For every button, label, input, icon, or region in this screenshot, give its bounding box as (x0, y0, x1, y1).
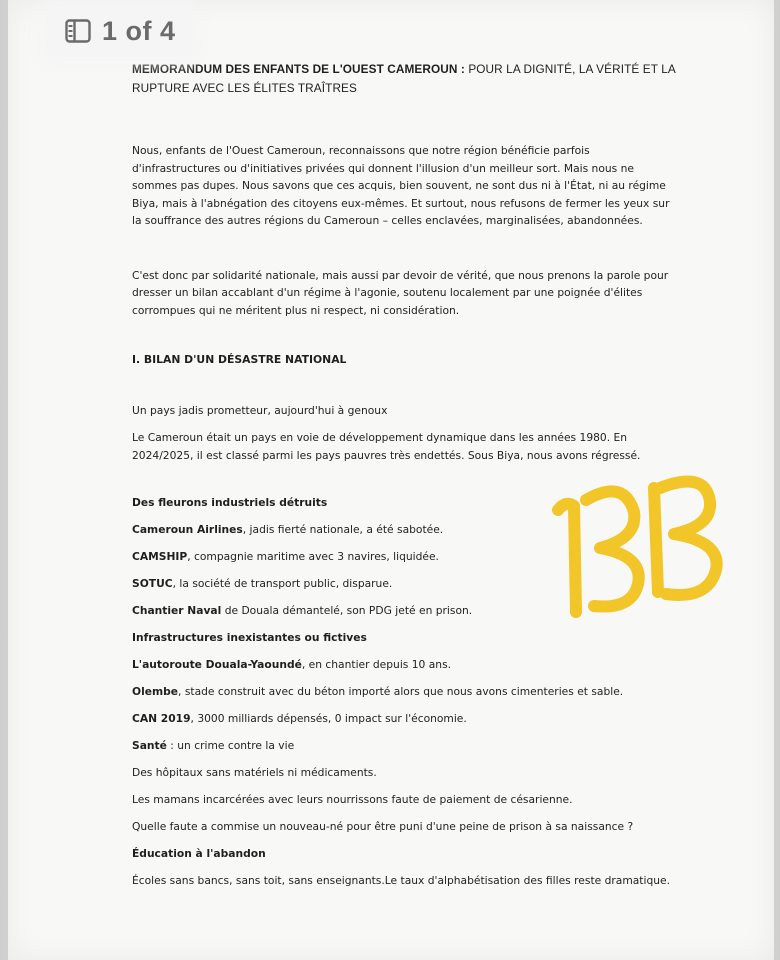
title-bold: MEMORANDUM DES ENFANTS DE L'OUEST CAMEROUN : (132, 62, 465, 76)
handwritten-bb-mark (546, 460, 736, 620)
list-item: CAMSHIP, compagnie maritime avec 3 navires, liquidée. (132, 550, 439, 563)
list-item: L'autoroute Douala-Yaoundé, en chantier depuis 10 ans. (132, 658, 452, 671)
document-page (8, 0, 774, 960)
page-counter-label: 1 of 4 (102, 15, 176, 46)
block-title-health: Santé : un crime contre la vie (132, 739, 295, 752)
list-item: Chantier Naval de Douala démantelé, son PDG jeté en prison. (132, 604, 473, 617)
list-item: Cameroun Airlines, jadis fierté nationale, a été sabotée. (132, 523, 444, 536)
document-title (132, 60, 677, 98)
block-title-industry: Des fleurons industriels détruits (132, 496, 328, 509)
title-rest: POUR LA DIGNITÉ, LA VÉRITÉ ET LA RUPTURE AVEC LES ÉLITES TRAÎTRES (132, 62, 676, 95)
block-title-education: Éducation à l'abandon (132, 847, 266, 860)
list-item: Olembe, stade construit avec du béton importé alors que nous avons cimenteries et sable. (132, 685, 624, 698)
block-title-infrastructure: Infrastructures inexistantes ou fictives (132, 631, 367, 644)
page-counter[interactable] (46, 6, 192, 56)
list-item: Quelle faute a commise un nouveau-né pour être puni d'une peine de prison à sa naissance ? (132, 820, 634, 833)
list-item: SOTUC, la société de transport public, disparue. (132, 577, 393, 590)
subtitle: Un pays jadis prometteur, aujourd'hui à genoux (132, 403, 388, 417)
list-item: Écoles sans bancs, sans toit, sans enseignants.Le taux d'alphabétisation des filles reste dramatique. (132, 874, 670, 887)
paragraph-2: C'est donc par solidarité nationale, mais aussi par devoir de vérité, que nous prenons la parole pour dresser un bilan accablant d'un régime à l'agonie, soutenu localement par une poignée d'élites corrompues qui ne méritent plus ni respect, ni considération. (132, 268, 669, 317)
list-item: CAN 2019, 3000 milliards dépensés, 0 impact sur l'économie. (132, 712, 467, 725)
paragraph-1: Nous, enfants de l'Ouest Cameroun, reconnaissons que notre région bénéficie parfois d'infrastructures ou d'initiatives privées qui donnent l'illusion d'un meilleur sort. Mais nous ne sommes pas dupes. Nous savons que ces acquis, bien souvent, ne sont dus ni à l'État, ni au régime Biya, mais à l'abnégation des citoyens eux-mêmes. Et surtout, nous refusons de fermer les yeux sur la souffrance des autres régions du Cameroun – celles enclavées, marginalisées, abandonnées. (132, 144, 670, 227)
list-item: Les mamans incarcérées avec leurs nourrissons faute de paiement de césarienne. (132, 793, 573, 806)
section-title: I. BILAN D'UN DÉSASTRE NATIONAL (132, 353, 347, 366)
list-item: Des hôpitaux sans matériels ni médicaments. (132, 766, 377, 779)
paragraph-3: Le Cameroun était un pays en voie de développement dynamique dans les années 1980. En 2024/2025, il est classé parmi les pays pauvres très endettés. Sous Biya, nous avons régressé. (132, 431, 641, 462)
page-layout-icon (64, 17, 92, 45)
